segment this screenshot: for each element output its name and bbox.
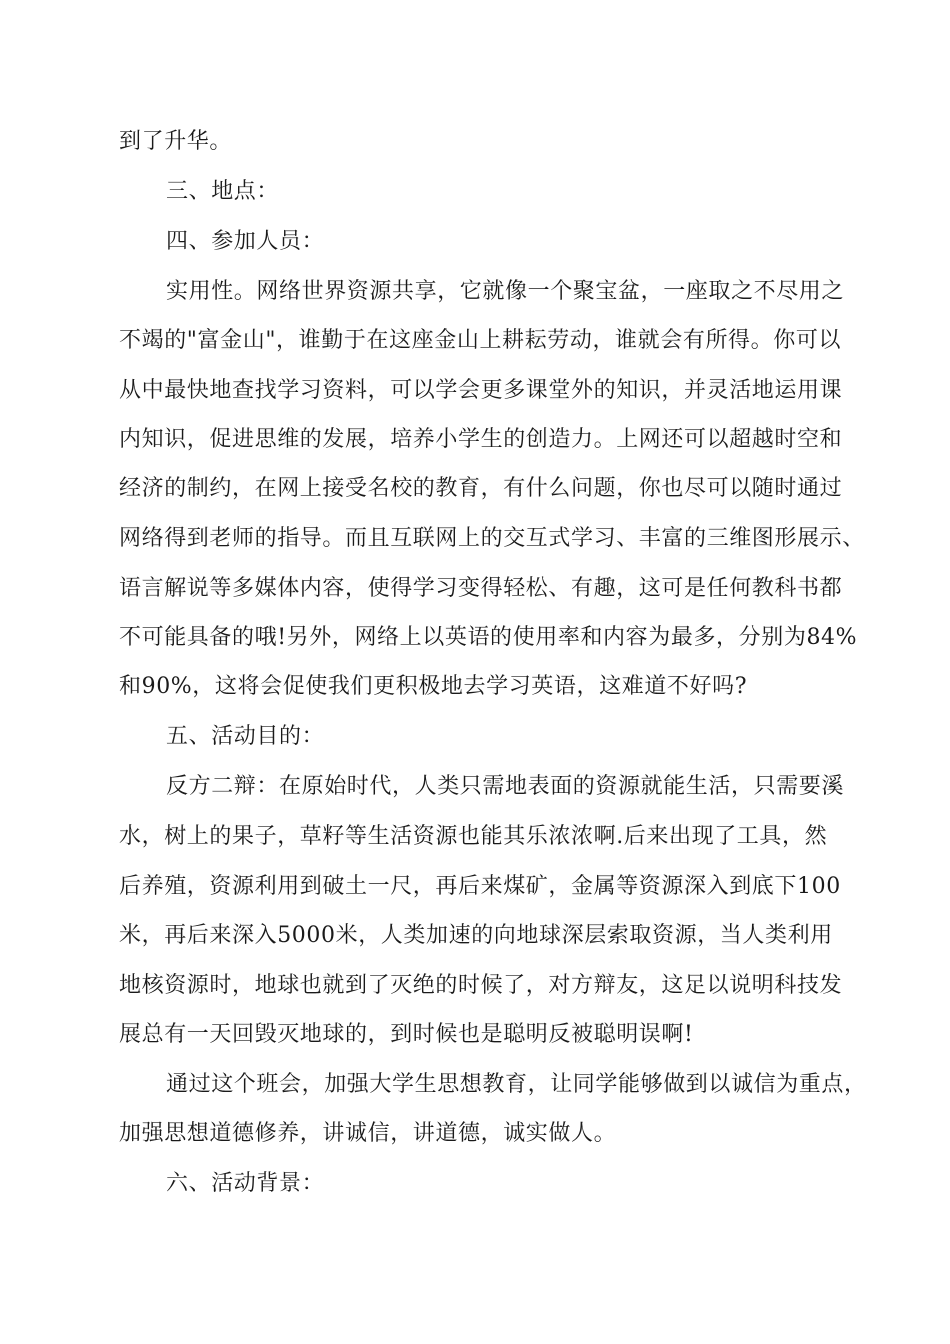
class-meeting-line-1: 通过这个班会，加强大学生思想教育，让同学能够做到以诚信为重点， xyxy=(166,1072,867,1097)
class-meeting-line-2: 加强思想道德修养，讲诚信，讲道德，诚实做人。 xyxy=(119,1121,617,1146)
section-heading-participants: 四、参加人员： xyxy=(166,229,325,254)
paragraph-line-1: 实用性。网络世界资源共享，它就像一个聚宝盆，一座取之不尽用之 xyxy=(166,279,845,304)
paragraph-line-4: 内知识，促进思维的发展，培养小学生的创造力。上网还可以超越时空和 xyxy=(119,427,843,452)
debate-line-5: 地核资源时，地球也就到了灭绝的时候了，对方辩友，这足以说明科技发 xyxy=(119,973,843,998)
paragraph-line-6: 网络得到老师的指导。而且互联网上的交互式学习、丰富的三维图形展示、 xyxy=(119,526,865,551)
debate-line-1: 反方二辩：在原始时代，人类只需地表面的资源就能生活，只需要溪 xyxy=(166,774,845,799)
paragraph-line-9: 和90%，这将会促使我们更积极地去学习英语，这难道不好吗? xyxy=(119,674,748,699)
section-heading-purpose: 五、活动目的： xyxy=(166,724,325,749)
debate-line-6: 展总有一天回毁灭地球的，到时候也是聪明反被聪明误啊! xyxy=(119,1022,694,1047)
paragraph-line-8: 不可能具备的哦!另外，网络上以英语的使用率和内容为最多，分别为84% xyxy=(119,625,858,650)
section-heading-location: 三、地点： xyxy=(166,179,280,204)
paragraph-line-5: 经济的制约，在网上接受名校的教育，有什么问题，你也尽可以随时通过 xyxy=(119,476,843,501)
section-heading-background: 六、活动背景： xyxy=(166,1171,325,1196)
debate-line-3: 后养殖，资源利用到破土一尺，再后来煤矿，金属等资源深入到底下100 xyxy=(119,874,841,899)
paragraph-line-2: 不竭的"富金山"，谁勤于在这座金山上耕耘劳动，谁就会有所得。你可以 xyxy=(119,328,842,353)
paragraph-line-3: 从中最快地查找学习资料，可以学会更多课堂外的知识，并灵活地运用课 xyxy=(119,378,843,403)
text-line-1: 到了升华。 xyxy=(119,129,233,154)
debate-line-2: 水，树上的果子，草籽等生活资源也能其乐浓浓啊.后来出现了工具，然 xyxy=(119,824,828,849)
paragraph-line-7: 语言解说等多媒体内容，使得学习变得轻松、有趣，这可是任何教科书都 xyxy=(119,576,843,601)
debate-line-4: 米，再后来深入5000米，人类加速的向地球深层索取资源，当人类利用 xyxy=(119,923,833,948)
